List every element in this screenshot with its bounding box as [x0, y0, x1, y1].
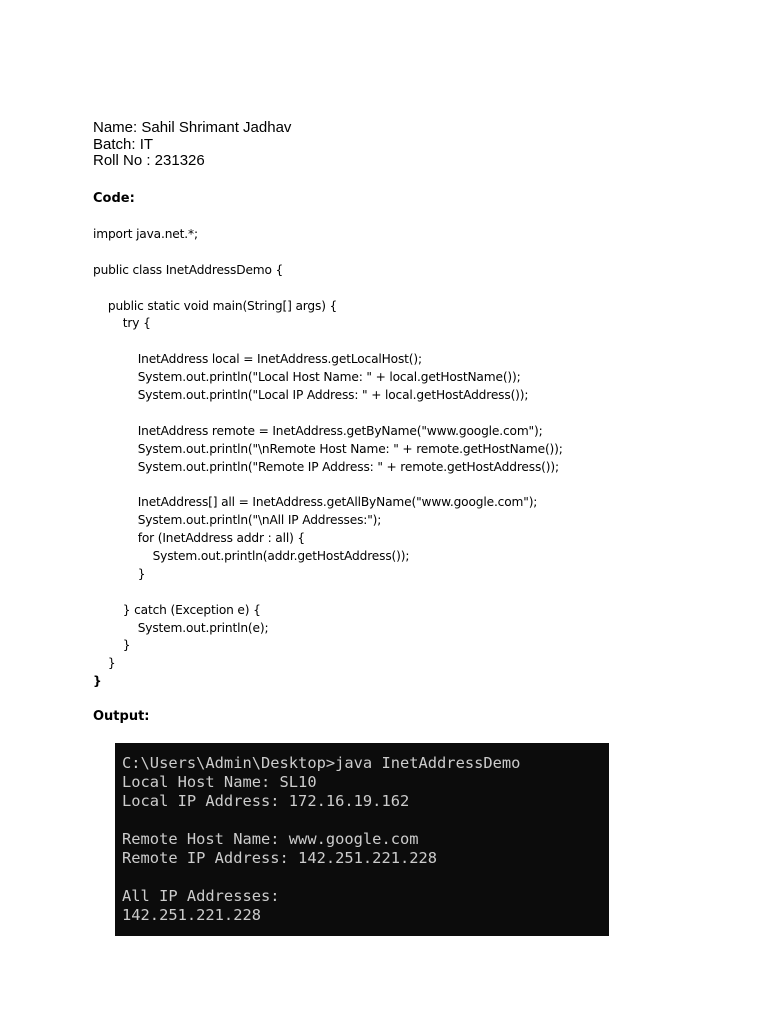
console-screenshot [115, 743, 609, 936]
code-line: } [93, 656, 116, 671]
code-line: } catch (Exception e) { [93, 602, 261, 617]
code-line [93, 280, 563, 298]
code-line: public class InetAddressDemo { [93, 262, 284, 277]
console-line: Remote Host Name: www.google.com [122, 830, 419, 848]
code-line: System.out.println("Local Host Name: " + local.getHostName()); [93, 370, 521, 385]
code-line [93, 584, 563, 602]
code-line: } [93, 638, 131, 653]
code-line: InetAddress[] all = InetAddress.getAllByName("www.google.com"); [93, 495, 538, 510]
console-line [122, 811, 520, 830]
console-line: Local IP Address: 172.16.19.162 [122, 792, 410, 810]
student-info [93, 119, 291, 169]
code-line: } [93, 674, 102, 689]
code-line: try { [93, 316, 151, 331]
code-line [93, 405, 563, 423]
code-line: System.out.println("\nRemote Host Name: " + remote.getHostName()); [93, 441, 563, 456]
student-batch: Batch: IT [93, 136, 154, 153]
code-line: for (InetAddress addr : all) { [93, 531, 306, 546]
code-line: InetAddress local = InetAddress.getLocalHost(); [93, 352, 422, 367]
code-line [93, 333, 563, 351]
code-line: System.out.println(addr.getHostAddress()); [93, 549, 410, 564]
console-line: Local Host Name: SL10 [122, 773, 317, 791]
console-line [122, 868, 520, 887]
code-line: import java.net.*; [93, 227, 198, 241]
code-heading: Code: [93, 191, 135, 206]
console-line: Remote IP Address: 142.251.221.228 [122, 849, 438, 867]
code-line [93, 476, 563, 494]
console-output [122, 754, 520, 925]
console-line: C:\Users\Admin\Desktop>java InetAddressDemo [122, 754, 521, 772]
code-line: } [93, 566, 146, 581]
student-roll-no: Roll No : 231326 [93, 152, 205, 169]
console-line: All IP Addresses: [122, 887, 280, 905]
code-line: public static void main(String[] args) { [93, 298, 338, 313]
code-listing [93, 226, 563, 691]
code-line: System.out.println("Remote IP Address: " + remote.getHostAddress()); [93, 459, 559, 474]
output-heading: Output: [93, 709, 150, 724]
student-name: Name: Sahil Shrimant Jadhav [93, 119, 292, 136]
code-line [93, 244, 563, 262]
code-line: InetAddress remote = InetAddress.getByName("www.google.com"); [93, 423, 543, 438]
console-line: 142.251.221.228 [122, 906, 261, 924]
code-line: System.out.println("\nAll IP Addresses:"); [93, 513, 382, 528]
code-line: System.out.println(e); [93, 620, 269, 635]
code-line: System.out.println("Local IP Address: " + local.getHostAddress()); [93, 388, 529, 403]
